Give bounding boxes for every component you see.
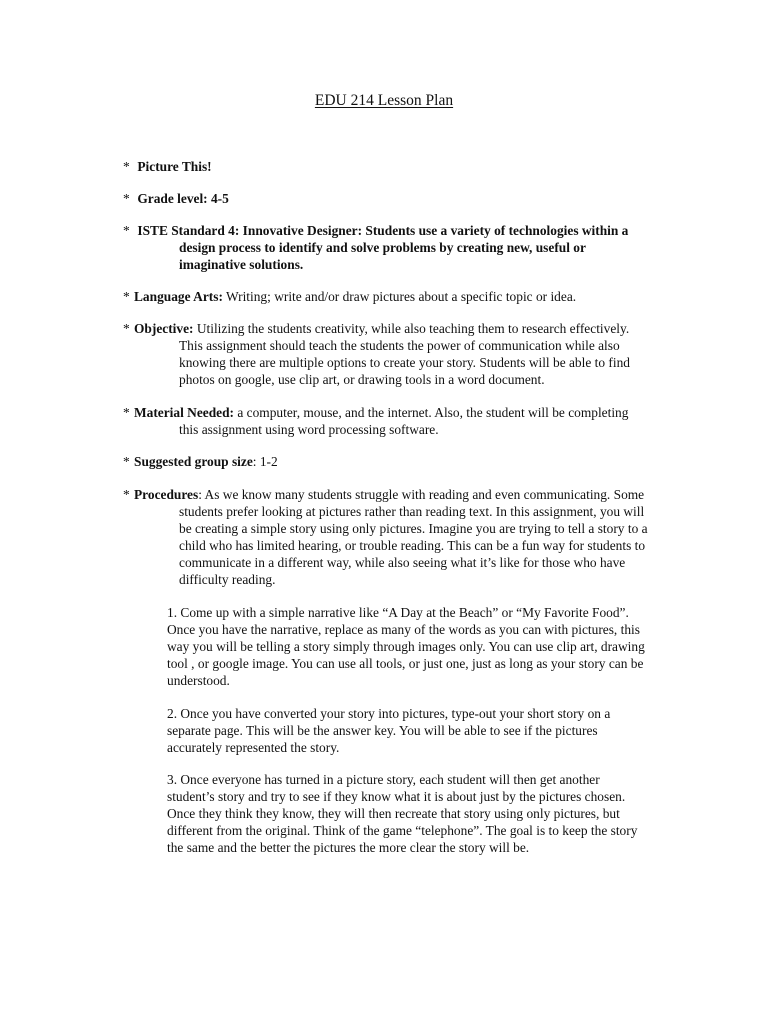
objective-line: photos on google, use clip art, or drawing tools in a word document. [179,372,545,387]
bullet-procedures [123,486,683,588]
bullet-grade-level [123,190,683,207]
bullet-marker: * [123,321,130,336]
bullet-marker: * [123,454,130,469]
step-line: understood. [167,673,230,688]
group-size-text: : 1-2 [252,454,278,469]
procedures-first-line: : As we know many students struggle with reading and even communicating. Some [198,487,645,502]
step-line: 1. Come up with a simple narrative like “A Day at the Beach” or “My Favorite Food”. [167,605,629,620]
bullet-material-needed [123,404,683,438]
language-arts-text: Writing; write and/or draw pictures about a specific topic or idea. [222,289,577,304]
procedure-step-2 [167,705,677,756]
step-line: separate page. This will be the answer key. You will be able to see if the pictures [167,723,598,738]
step-line: tool , or google image. You can use all tools, or just one, just as long as your story can be [167,656,644,671]
bullet-iste-standard [123,222,683,273]
bullet-marker: * [123,487,130,502]
bullet-marker: * [123,405,130,420]
procedures-line: communicate in a different way, while also seeing what it’s like for those who have [179,555,626,570]
bullet-group-size [123,453,683,470]
material-label: Material Needed: [134,405,235,420]
bullet-marker: * [123,223,130,238]
objective-label: Objective: [134,321,194,336]
procedure-step-1 [167,604,677,689]
step-line: the same and the better the pictures the more clear the story will be. [167,840,530,855]
step-line: way you will be telling a story simply through images only. You can use clip art, drawing [167,639,645,654]
objective-line: This assignment should teach the students the power of communication while also [179,338,620,353]
iste-standard-first-line: ISTE Standard 4: Innovative Designer: Students use a variety of technologies within a [137,223,629,238]
material-line: this assignment using word processing software. [179,422,439,437]
group-size-label: Suggested group size [134,454,253,469]
bullet-marker: * [123,159,130,174]
bullet-marker: * [123,191,130,206]
material-first-line: a computer, mouse, and the internet. Also, the student will be completing [234,405,629,420]
bullet-marker: * [123,289,130,304]
iste-standard-line: imaginative solutions. [179,257,304,272]
step-line: 3. Once everyone has turned in a picture story, each student will then get another [167,772,600,787]
step-line: 2. Once you have converted your story into pictures, type-out your short story on a [167,706,611,721]
step-line: different from the original. Think of the game “telephone”. The goal is to keep the story [167,823,638,838]
procedures-line: child who has limited hearing, or trouble reading. This can be a fun way for students to [179,538,646,553]
lesson-name: Picture This! [137,159,212,174]
procedures-line: difficulty reading. [179,572,276,587]
language-arts-label: Language Arts: [134,289,223,304]
bullet-objective [123,320,683,388]
procedures-label: Procedures [134,487,199,502]
procedures-line: students prefer looking at pictures rather than reading text. In this assignment, you will [179,504,645,519]
step-line: Once you have the narrative, replace as many of the words as you can with pictures, this [167,622,640,637]
document-title: EDU 214 Lesson Plan [314,92,454,109]
bullet-picture-this [123,158,683,175]
step-line: Once they think they know, they will then recreate that story using only pictures, but [167,806,620,821]
objective-line: knowing there are multiple options to create your story. Students will be able to find [179,355,630,370]
bullet-language-arts [123,288,683,305]
procedure-step-3 [167,771,677,856]
objective-first-line: Utilizing the students creativity, while also teaching them to research effectively. [193,321,630,336]
step-line: student’s story and try to see if they know what it is about just by the pictures chosen. [167,789,626,804]
step-line: accurately represented the story. [167,740,340,755]
procedures-line: be creating a simple story using only pictures. Imagine you are trying to tell a story to a [179,521,648,536]
grade-level: Grade level: 4-5 [137,191,229,206]
iste-standard-line: design process to identify and solve problems by creating new, useful or [179,240,586,255]
